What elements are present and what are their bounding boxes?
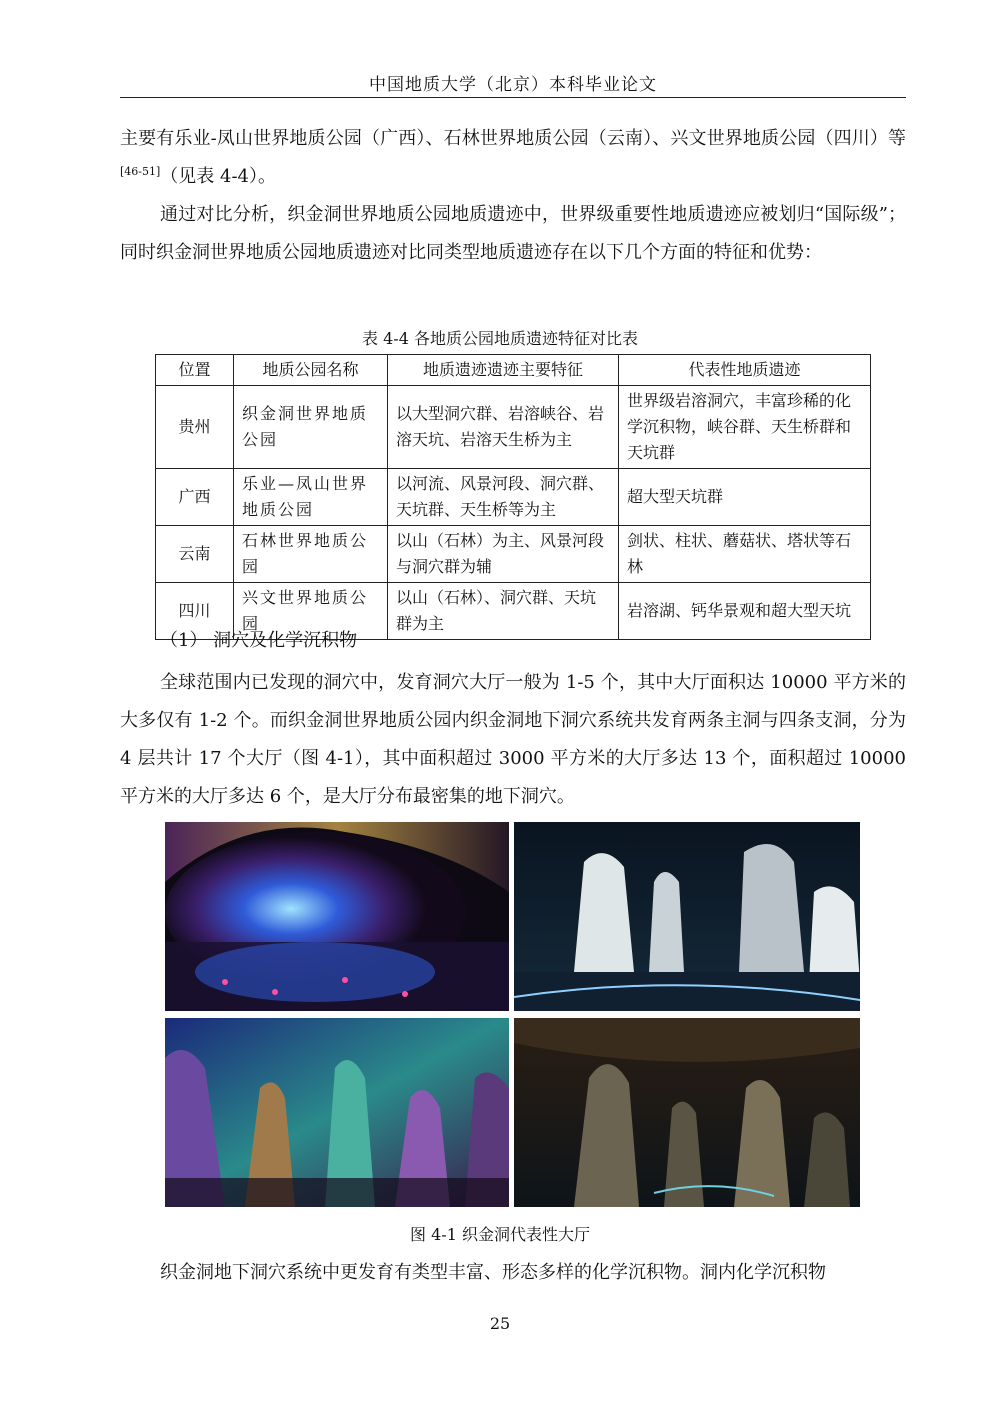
- table-cell-park: 石林世界地质公园: [234, 526, 388, 583]
- table-cell-park: 乐业—凤山世界地质公园: [234, 469, 388, 526]
- cave-hall-photo-3: [165, 1018, 509, 1207]
- table-header-row: [156, 355, 871, 386]
- citation: [46-51]: [120, 165, 161, 178]
- table-cell-sites: 世界级岩溶洞穴，丰富珍稀的化 学沉积物，峡谷群、天生桥群和天坑群: [619, 386, 871, 469]
- cave-hall-photo-4: [514, 1018, 860, 1207]
- page-number: 25: [489, 1314, 511, 1333]
- comparison-table: [155, 354, 871, 640]
- figure-caption: 图 4-1 织金洞代表性大厅: [410, 1225, 590, 1244]
- paragraph-1-tail: （见表 4-4）。: [160, 166, 277, 187]
- table-cell-location: 广西: [156, 469, 234, 526]
- table-row: [156, 469, 871, 526]
- table-cell-location: 四川: [156, 583, 234, 640]
- table-cell-features: 以大型洞穴群、岩溶峡谷、岩溶天坑、岩溶天生桥为主: [388, 386, 619, 469]
- table-cell-location: 云南: [156, 526, 234, 583]
- table-cell-features: 以河流、风景河段、洞穴群、天坑群、天生桥等为主: [388, 469, 619, 526]
- paragraph-4: 织金洞地下洞穴系统中更发育有类型丰富、形态多样的化学沉积物。洞内化学沉积物: [160, 1262, 826, 1283]
- cave-hall-photo-1: [165, 822, 509, 1011]
- table-cell-features: 以山（石林）、洞穴群、天坑群为主: [388, 583, 619, 640]
- table-cell-sites: 岩溶湖、钙华景观和超大型天坑: [619, 583, 871, 640]
- table-cell-features: 以山（石林）为主、风景河段与洞穴群为辅: [388, 526, 619, 583]
- table-header-cell: 地质遗迹遗迹主要特征: [388, 355, 619, 386]
- table-header-cell: 地质公园名称: [234, 355, 388, 386]
- running-header: 中国地质大学（北京）本科毕业论文: [369, 75, 657, 95]
- paragraph-1: [120, 120, 906, 196]
- cave-hall-photo-2: [514, 822, 860, 1011]
- header-rule: [120, 97, 906, 98]
- paragraph-2: 通过对比分析，织金洞世界地质公园地质遗迹中，世界级重要性地质遗迹应被划归“国际级”；同时织金洞世界地质公园地质遗迹对比同类型地质遗迹存在以下几个方面的特征和优势：: [120, 204, 906, 263]
- section-subheading: （1） 洞穴及化学沉积物: [160, 630, 358, 651]
- table-header-cell: 位置: [156, 355, 234, 386]
- table-header-cell: 代表性地质遗迹: [619, 355, 871, 386]
- paragraph-1-text: 主要有乐业-凤山世界地质公园（广西）、石林世界地质公园（云南）、兴文世界地质公园（四川）等: [120, 128, 906, 149]
- table-row: [156, 526, 871, 583]
- table-cell-sites: 剑状、柱状、蘑菇状、塔状等石林: [619, 526, 871, 583]
- table-cell-park: 兴文世界地质公园: [234, 583, 388, 640]
- table-cell-sites: 超大型天坑群: [619, 469, 871, 526]
- table-caption: 表 4-4 各地质公园地质遗迹特征对比表: [362, 329, 638, 348]
- table-cell-park: 织金洞世界地质公园: [234, 386, 388, 469]
- table-cell-location: 贵州: [156, 386, 234, 469]
- table-row: [156, 386, 871, 469]
- paragraph-3: 全球范围内已发现的洞穴中，发育洞穴大厅一般为 1-5 个，其中大厅面积达 10000 平方米的大多仅有 1-2 个。而织金洞世界地质公园内织金洞地下洞穴系统共发育两条主洞与四条支洞，分为 4 层共计 17 个大厅（图 4-1），其中面积超过 3000 平方米的大厅多达 13 个，面积超过 10000 平方米的大厅多达 6 个，是大厅分布最密集的地下洞穴。: [120, 672, 906, 807]
